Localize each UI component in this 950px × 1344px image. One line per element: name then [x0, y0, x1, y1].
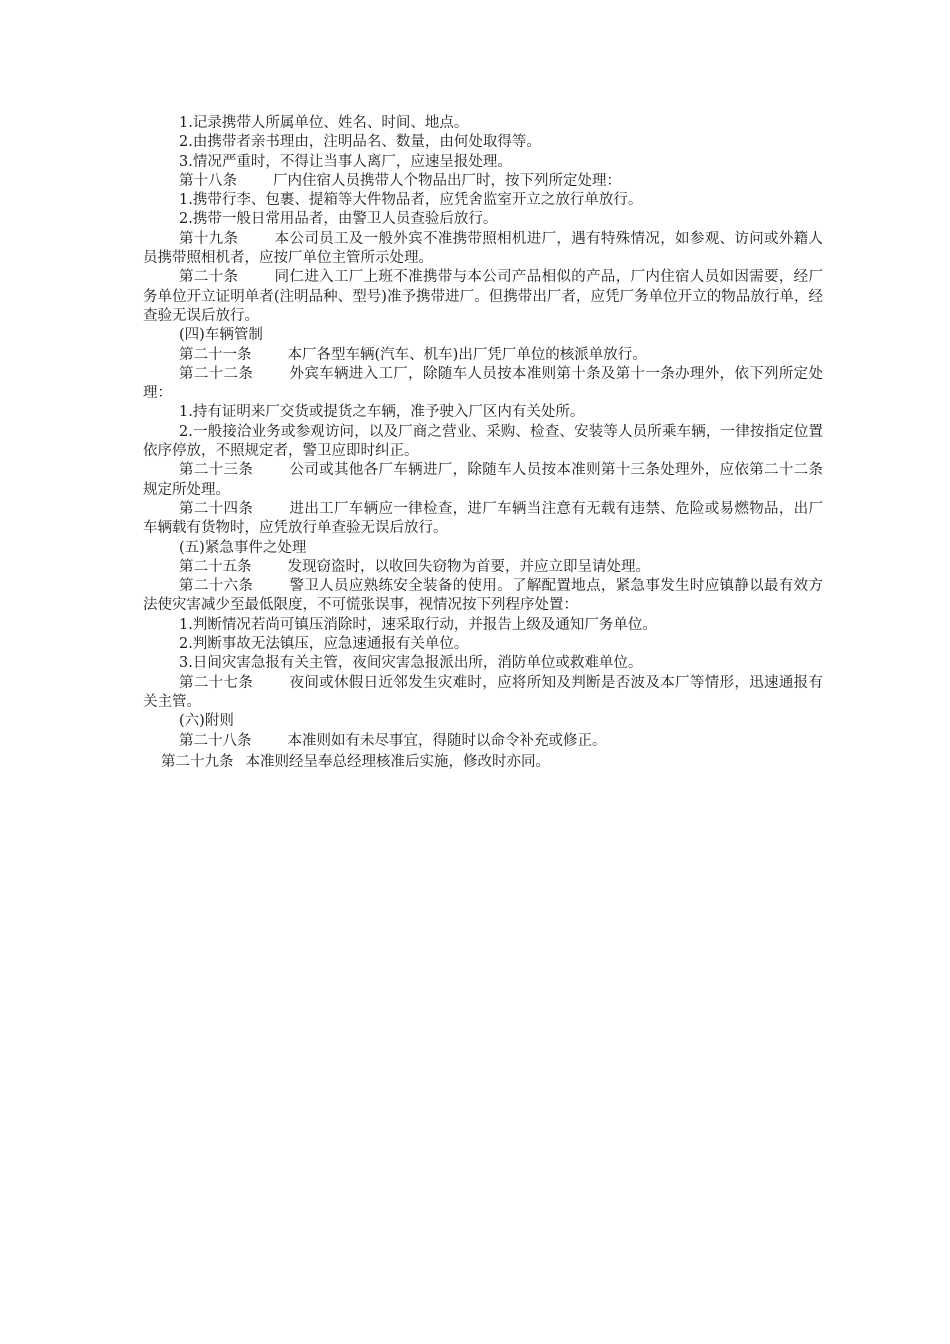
article-label: 第二十四条 — [179, 500, 254, 517]
article-label: 第二十五条 — [179, 558, 252, 575]
paragraph-2 — [143, 133, 823, 152]
article-24 — [143, 500, 823, 539]
section-heading-5 — [143, 539, 823, 558]
paragraph-text: 2.携带一般日常用品者，由警卫人员查验后放行。 — [179, 211, 498, 228]
paragraph-text: 警卫人员应熟练安全装备的使用。了解配置地点，紧急事发生时应镇静以最有效方法使灾害减少至最低限度，不可慌张误事，视情况按下列程序处置： — [143, 578, 824, 614]
paragraph-6 — [143, 210, 823, 229]
paragraph-text: 2.由携带者亲书理由，注明品名、数量，由何处取得等。 — [179, 134, 541, 151]
section-heading: (四)车辆管制 — [179, 327, 263, 344]
section-heading: (六)附则 — [179, 713, 234, 730]
paragraph-text: 1.持有证明来厂交货或提货之车辆，准予驶入厂区内有关处所。 — [179, 404, 585, 421]
article-label: 第二十二条 — [179, 365, 254, 382]
article-label: 第二十六条 — [179, 578, 254, 595]
article-20 — [143, 268, 823, 326]
paragraph-text: 3.日间灾害急报有关主管，夜间灾害急报派出所，消防单位或救难单位。 — [179, 655, 643, 672]
paragraph-text: 发现窃盗时，以收回失窃物为首要，并应立即呈请处理。 — [287, 558, 650, 575]
article-23 — [143, 461, 823, 500]
article-25 — [143, 558, 823, 577]
article-label: 第十九条 — [179, 230, 239, 247]
article-22 — [143, 365, 823, 404]
article-label: 第二十三条 — [179, 462, 254, 479]
paragraph-21 — [143, 654, 823, 673]
article-18 — [143, 172, 823, 191]
paragraph-text: 1.判断情况若尚可镇压消除时，速采取行动，并报告上级及通知厂务单位。 — [179, 616, 657, 633]
article-27 — [143, 674, 823, 713]
paragraph-text: 本准则经呈奉总经理核准后实施，修改时亦同。 — [245, 753, 550, 770]
paragraph-text: 本厂各型车辆(汽车、机车)出厂凭厂单位的核派单放行。 — [287, 346, 647, 363]
paragraph-text: 夜间或休假日近邻发生灾难时，应将所知及判断是否波及本厂等情形，迅速通报有关主管。 — [143, 674, 824, 710]
paragraph-text: 进出工厂车辆应一律检查，进厂车辆当注意有无载有违禁、危险或易燃物品，出厂车辆载有货物时，应凭放行单查验无误后放行。 — [143, 500, 824, 537]
article-label: 第十八条 — [179, 172, 237, 189]
article-28 — [143, 732, 823, 751]
paragraph-5 — [143, 191, 823, 210]
paragraph-text: 外宾车辆进入工厂，除随车人员按本准则第十条及第十一条办理外，依下列所定处理： — [143, 365, 824, 402]
paragraph-text: 本公司员工及一般外宾不准携带照相机进厂，遇有特殊情况，如参观、访问或外籍人员携带照相机者，应按厂单位主管所示处理。 — [143, 230, 824, 267]
section-heading-6 — [143, 712, 823, 731]
article-29 — [143, 753, 823, 772]
section-heading: (五)紧急事件之处理 — [179, 539, 307, 556]
paragraph-text: 厂内住宿人员携带人个物品出厂时，按下列所定处理： — [273, 172, 621, 189]
article-label: 第二十九条 — [161, 753, 234, 770]
paragraph-1 — [143, 114, 823, 133]
paragraph-20 — [143, 635, 823, 654]
paragraph-13 — [143, 423, 823, 462]
article-label: 第二十七条 — [179, 674, 254, 691]
article-21 — [143, 346, 823, 365]
article-label: 第二十八条 — [179, 732, 252, 749]
paragraph-text: 1.携带行李、包裹、提箱等大件物品者，应凭舍监室开立之放行单放行。 — [179, 192, 643, 209]
paragraph-text: 3.情况严重时，不得让当事人离厂，应速呈报处理。 — [179, 153, 512, 170]
article-label: 第二十条 — [179, 269, 239, 286]
paragraph-text: 公司或其他各厂车辆进厂，除随车人员按本准则第十三条处理外，应依第二十二条规定所处理。 — [143, 462, 824, 498]
document-body — [143, 114, 823, 772]
section-heading-4 — [143, 326, 823, 345]
article-19 — [143, 230, 823, 269]
article-label: 第二十一条 — [179, 346, 252, 363]
paragraph-text: 1.记录携带人所属单位、姓名、时间、地点。 — [179, 115, 469, 131]
paragraph-text: 本准则如有未尽事宜，得随时以命令补充或修正。 — [287, 732, 607, 749]
article-26 — [143, 577, 823, 616]
paragraph-text: 2.一般接洽业务或参观访问，以及厂商之营业、采购、检查、安装等人员所乘车辆，一律按指定位置依序停放，不照规定者，警卫应即时纠正。 — [143, 423, 823, 460]
paragraph-text: 同仁进入工厂上班不准携带与本公司产品相似的产品，厂内住宿人员如因需要，经厂务单位开立证明单者(注明品种、型号)准予携带进厂。但携带出厂者，应凭厂务单位开立的物品放行单，经查验无误后放行。 — [143, 269, 824, 324]
paragraph-text: 2.判断事故无法镇压，应急速通报有关单位。 — [179, 636, 469, 653]
paragraph-3 — [143, 153, 823, 172]
paragraph-19 — [143, 616, 823, 635]
paragraph-12 — [143, 403, 823, 422]
